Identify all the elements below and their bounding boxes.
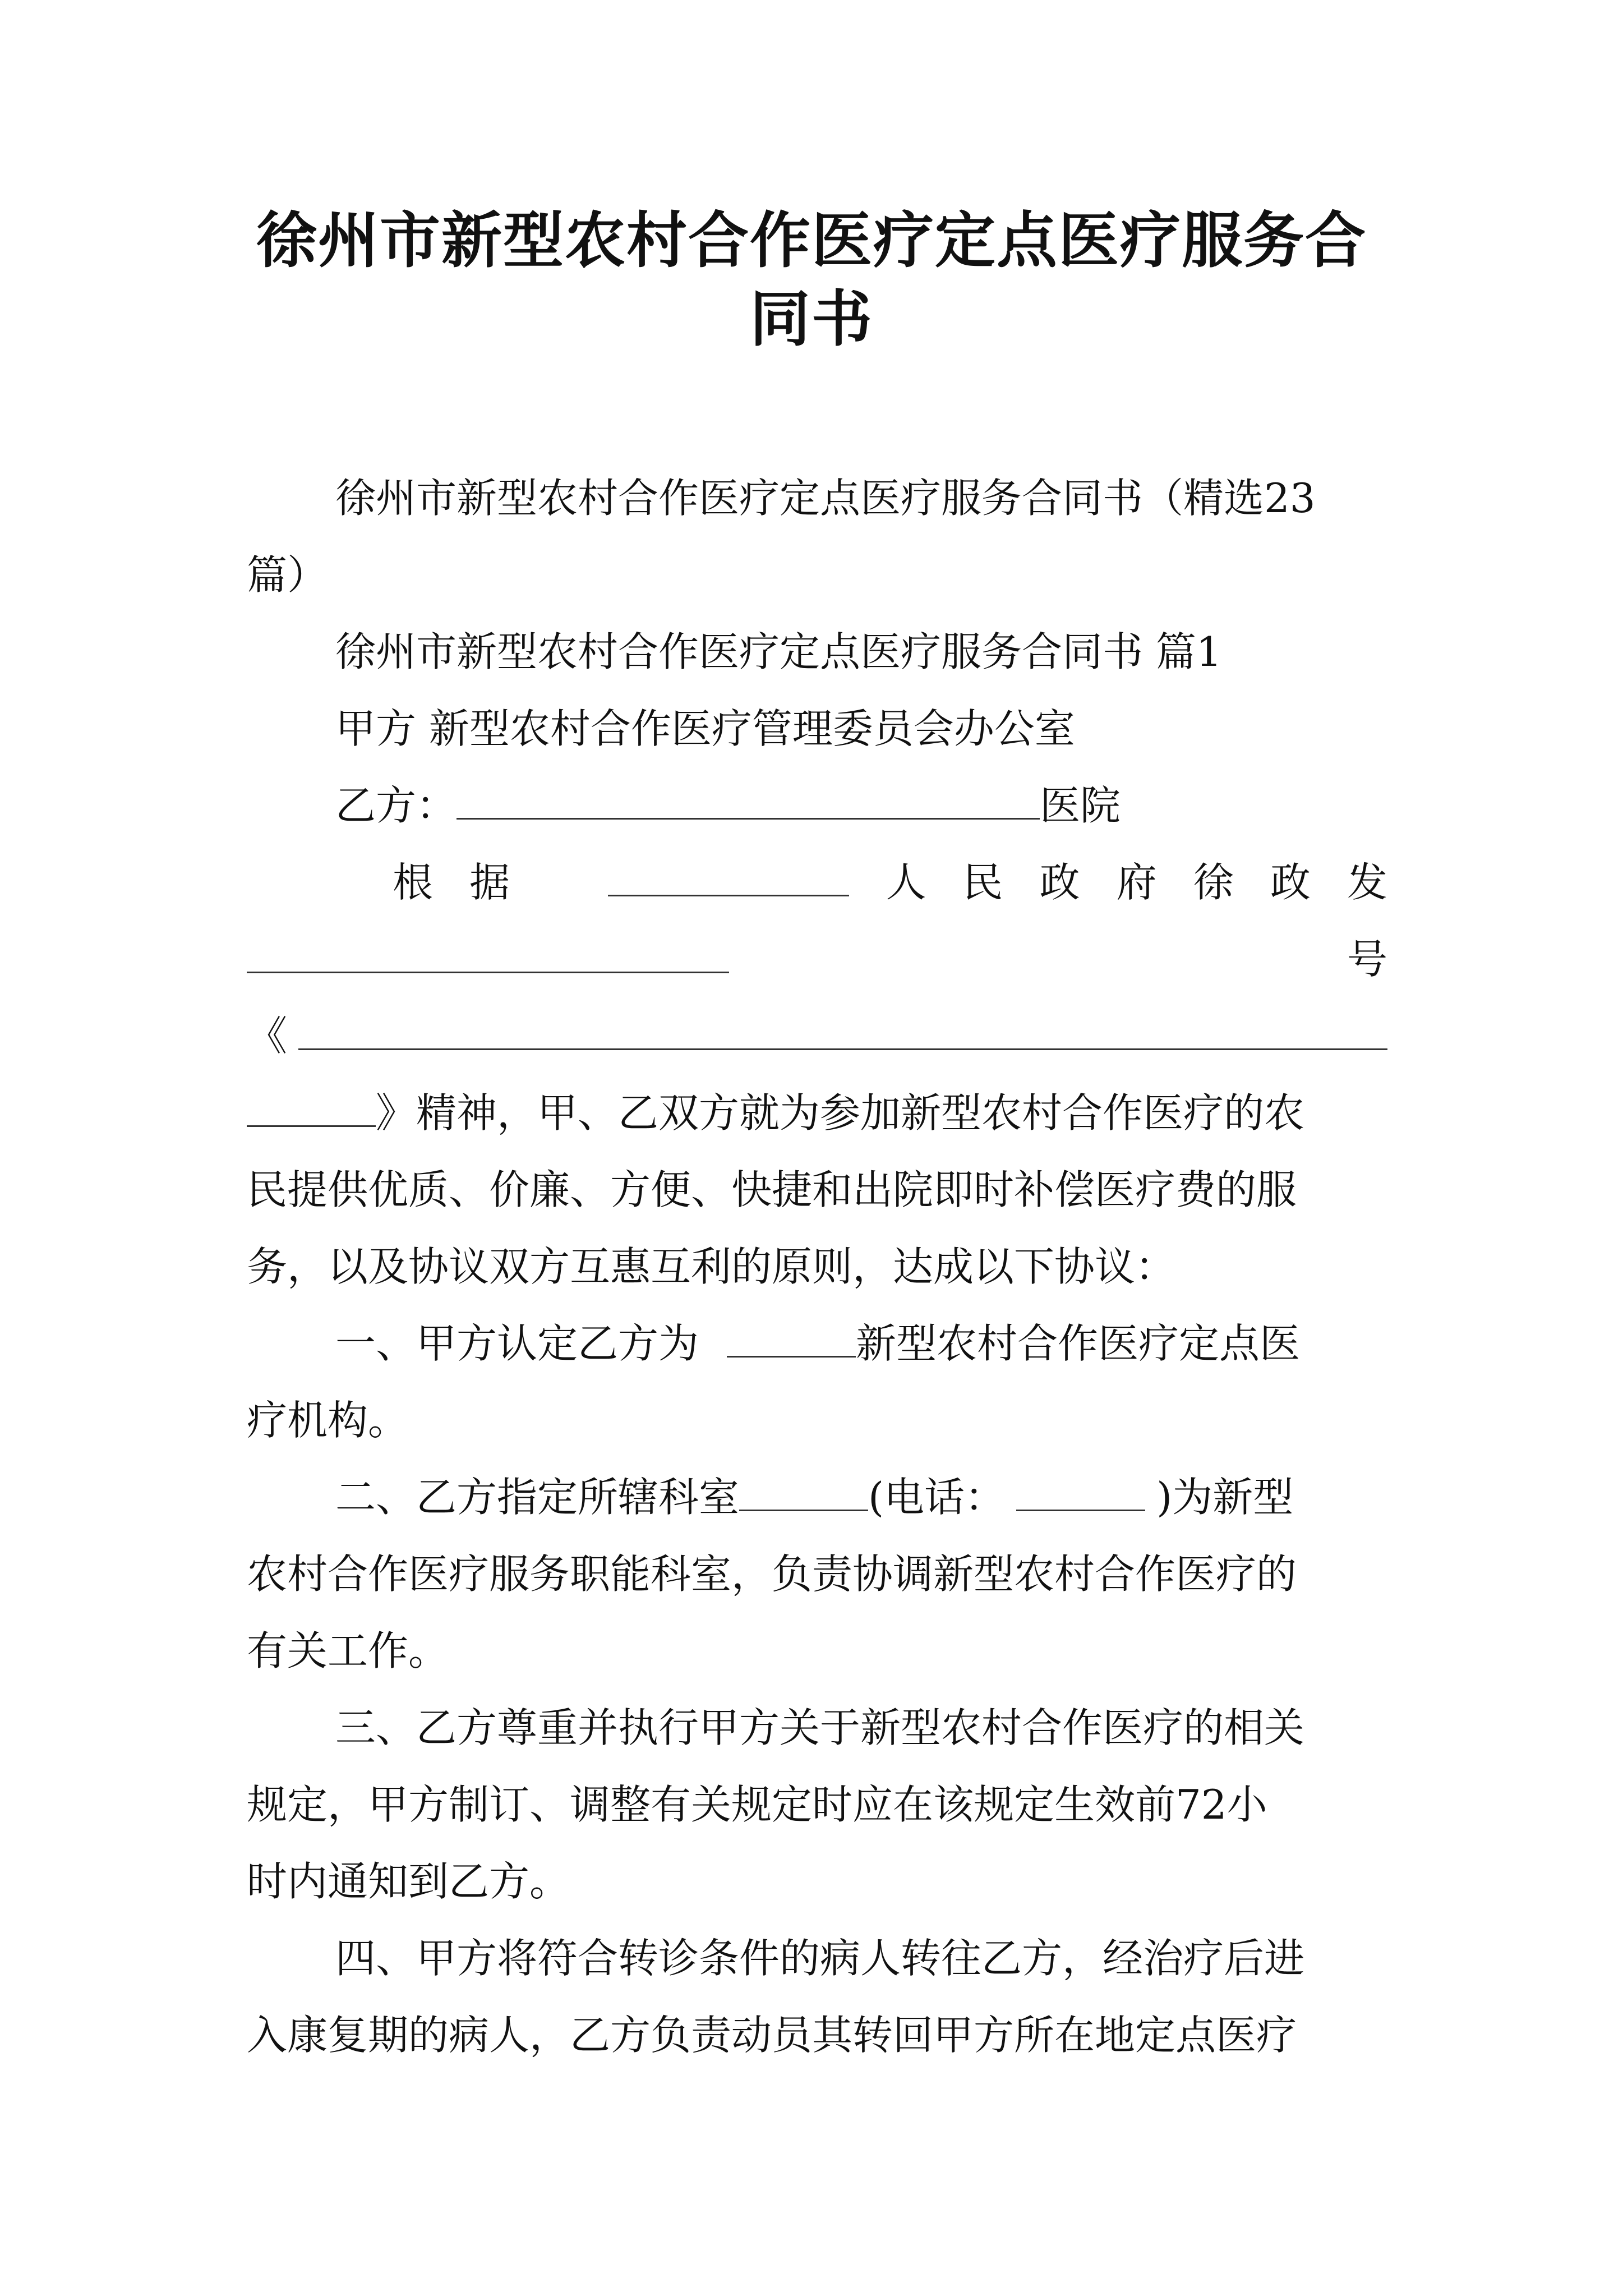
clause-1-line-1 xyxy=(247,1305,1387,1382)
basis-word-4: 民 xyxy=(962,859,1003,906)
party-a-text: 甲方 新型农村合作医疗管理委员会办公室 xyxy=(335,705,1075,752)
clause-3-text-a: 三、乙方尊重并执行甲方关于新型农村合作医疗的相关 xyxy=(335,1704,1305,1751)
paragraph-intro-line-2 xyxy=(247,537,1387,614)
clause-2-text-b: (电话： xyxy=(868,1474,1006,1521)
basis-text-4: 》精神，甲、乙双方就为参加新型农村合作医疗的农 xyxy=(376,1089,1305,1137)
clause-1-blank xyxy=(727,1322,856,1358)
intro-text: 徐州市新型农村合作医疗定点医疗服务合同书（精选23 xyxy=(335,475,1316,522)
clause-2-blank-department xyxy=(739,1476,868,1511)
basis-number-suffix: 号 xyxy=(1347,936,1387,983)
title-line-1: 徐州市新型农村合作医疗定点医疗服务合 xyxy=(256,206,1367,276)
party-b-label: 乙方： xyxy=(335,782,457,829)
basis-blank-doc-title-cont xyxy=(247,1092,376,1127)
basis-blank-doc-number xyxy=(247,938,729,973)
basis-word-9: 发 xyxy=(1347,859,1387,906)
clause-2-text-d: 农村合作医疗服务职能科室，负责协调新型农村合作医疗的 xyxy=(247,1550,1297,1598)
basis-text-5: 民提供优质、价廉、方便、快捷和出院即时补偿医疗费的服 xyxy=(247,1166,1297,1213)
party-b-blank xyxy=(457,784,1040,820)
title-line-2: 同书 xyxy=(749,284,873,355)
clause-2-text-e: 有关工作。 xyxy=(247,1627,449,1674)
clause-1-text-b: 新型农村合作医疗定点医 xyxy=(856,1320,1301,1367)
section-heading xyxy=(247,614,1387,691)
clause-3-text-c: 时内通知到乙方。 xyxy=(247,1858,570,1905)
party-b-line xyxy=(247,767,1387,844)
clause-1-text-c: 疗机构。 xyxy=(247,1397,409,1444)
clause-3-line-1 xyxy=(247,1690,1387,1766)
clause-2-line-3 xyxy=(247,1613,1387,1690)
basis-word-1: 根 xyxy=(393,859,434,906)
clause-4-line-1 xyxy=(247,1920,1387,1997)
document-title xyxy=(247,202,1376,359)
basis-word-7: 徐 xyxy=(1193,859,1234,906)
clause-3-text-b: 规定，甲方制订、调整有关规定时应在该规定生效前72小 xyxy=(247,1781,1267,1828)
basis-word-2: 据 xyxy=(469,859,510,906)
clause-4-text-a: 四、甲方将符合转诊条件的病人转往乙方，经治疗后进 xyxy=(335,1935,1305,1982)
clause-2-line-2 xyxy=(247,1536,1387,1613)
basis-text-6: 务，以及协议双方互惠互利的原则，达成以下协议： xyxy=(247,1243,1176,1290)
basis-word-3: 人 xyxy=(886,859,926,906)
section-heading-text: 徐州市新型农村合作医疗定点医疗服务合同书 篇1 xyxy=(335,628,1222,675)
basis-line-3 xyxy=(247,998,1387,1075)
basis-word-5: 政 xyxy=(1039,859,1080,906)
basis-line-2 xyxy=(247,921,1387,998)
party-b-suffix: 医院 xyxy=(1040,782,1121,829)
basis-line-5 xyxy=(247,1152,1387,1228)
clause-2-line-1 xyxy=(247,1459,1387,1536)
basis-blank-doc-title xyxy=(298,1015,1387,1050)
basis-word-8: 政 xyxy=(1270,859,1311,906)
clause-2-blank-phone xyxy=(1016,1476,1145,1511)
basis-line-4 xyxy=(247,1075,1387,1152)
clause-1-text-a: 一、甲方认定乙方为 xyxy=(335,1320,699,1367)
document-body xyxy=(247,460,1387,2074)
clause-1-line-2 xyxy=(247,1382,1387,1459)
paragraph-intro-line-1 xyxy=(247,460,1387,537)
clause-3-line-2 xyxy=(247,1766,1387,1843)
basis-word-6: 府 xyxy=(1116,859,1157,906)
basis-line-6 xyxy=(247,1228,1387,1305)
clause-3-line-3 xyxy=(247,1843,1387,1920)
party-a-line xyxy=(247,691,1387,767)
clause-4-text-b: 入康复期的病人，乙方负责动员其转回甲方所在地定点医疗 xyxy=(247,2012,1297,2059)
clause-2-text-c: )为新型 xyxy=(1156,1474,1294,1521)
clause-2-text-a: 二、乙方指定所辖科室 xyxy=(335,1474,740,1521)
clause-4-line-2 xyxy=(247,1997,1387,2074)
basis-blank-government xyxy=(608,861,849,896)
basis-open-bracket: 《 xyxy=(247,1013,288,1060)
intro-text-cont: 篇） xyxy=(247,551,328,599)
basis-line-1 xyxy=(247,844,1387,921)
